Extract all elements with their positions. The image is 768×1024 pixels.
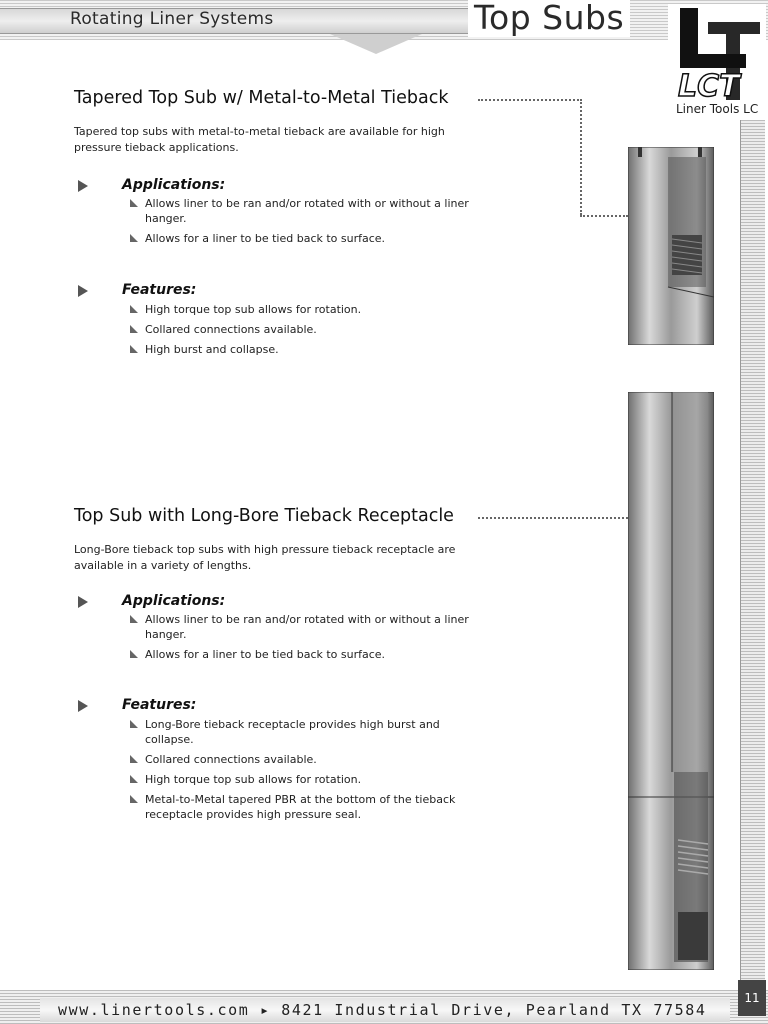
company-caption: Liner Tools LC [676,102,759,116]
series-title: Rotating Liner Systems [70,9,274,29]
leader-line-1-vertical [580,99,582,215]
tapered-top-sub-illustration [628,147,714,345]
list-item: Collared connections available. [130,322,490,337]
list-item: Allows for a liner to be tied back to surface. [130,231,490,246]
long-bore-tieback-illustration [628,392,714,970]
list-item: Allows for a liner to be tied back to surface. [130,647,490,662]
product-2-applications-list [130,612,490,667]
bullet-icon [130,305,138,313]
bullet-icon [130,775,138,783]
features-arrow-icon [78,285,88,297]
bullet-icon [130,795,138,803]
bullet-icon [130,615,138,623]
bullet-icon [130,234,138,242]
product-1-description: Tapered top subs with metal-to-metal tieback are available for high pressure tieback applications. [74,125,445,154]
bullet-icon [130,199,138,207]
leader-line-1-end [580,215,628,217]
product-1-applications-label: Applications: [122,177,226,193]
list-item: Collared connections available. [130,752,490,767]
product-2-features-label: Features: [122,697,197,713]
product-1-features-list [130,302,490,362]
list-item: Long-Bore tieback receptacle provides high burst and collapse. [130,717,490,747]
list-item: Metal-to-Metal tapered PBR at the bottom of the tieback receptacle provides high pressure seal. [130,792,490,822]
leader-line-2 [478,517,628,519]
bullet-icon [130,325,138,333]
product-2-applications-label: Applications: [122,593,226,609]
list-item: High burst and collapse. [130,342,490,357]
bullet-icon [130,650,138,658]
product-2-description: Long-Bore tieback top subs with high pressure tieback receptacle are available in a variety of lengths. [74,543,456,572]
header-pointer [330,34,422,54]
product-2-features-list [130,717,490,827]
applications-arrow-icon [78,596,88,608]
applications-arrow-icon [78,180,88,192]
page-number: 11 [738,980,766,1016]
bullet-icon [130,755,138,763]
product-1-title: Tapered Top Sub w/ Metal-to-Metal Tieback [74,88,449,108]
logo-text: LCT [678,69,740,104]
section-title: Top Subs [468,0,630,37]
product-1-features-label: Features: [122,282,197,298]
list-item: High torque top sub allows for rotation. [130,302,490,317]
bullet-icon [130,720,138,728]
right-rail [740,120,765,990]
list-item: High torque top sub allows for rotation. [130,772,490,787]
footer-contact: www.linertools.com ▸ 8421 Industrial Drive, Pearland TX 77584 [58,1001,707,1019]
leader-line-1 [478,99,582,101]
product-2-title: Top Sub with Long-Bore Tieback Receptacle [74,506,454,526]
list-item: Allows liner to be ran and/or rotated with or without a liner hanger. [130,196,490,226]
bullet-icon [130,345,138,353]
list-item: Allows liner to be ran and/or rotated with or without a liner hanger. [130,612,490,642]
features-arrow-icon [78,700,88,712]
product-1-applications-list [130,196,490,251]
